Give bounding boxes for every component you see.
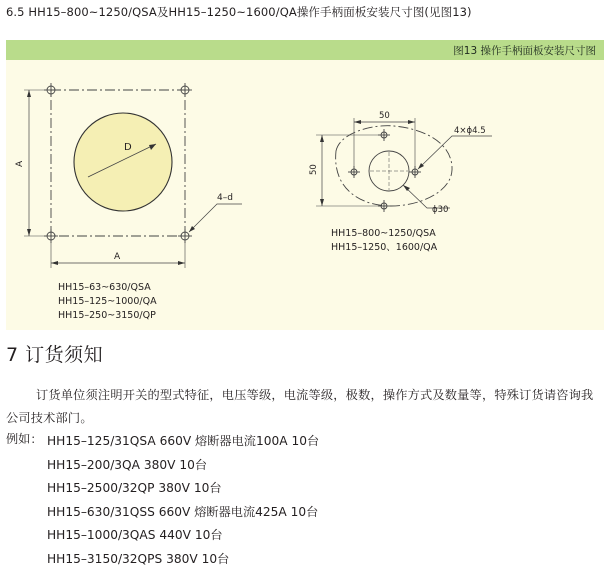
right-model-2: HH15–1250、1600/QA <box>331 242 438 253</box>
small-holes-leader <box>418 136 492 169</box>
label-a-horizontal: A <box>114 252 121 262</box>
list-item: HH15–125/31QSA 660V 熔断器电流100A 10台 <box>47 430 319 454</box>
handle-cutout-circle <box>74 113 172 211</box>
list-item: HH15–3150/32QPS 380V 10台 <box>47 548 319 571</box>
label-dim-side: 50 <box>309 164 319 175</box>
list-item: HH15–630/31QSS 660V 熔断器电流425A 10台 <box>47 501 319 525</box>
figure-drawings <box>6 40 604 330</box>
list-item: HH15–1000/3QAS 440V 10台 <box>47 524 319 548</box>
left-model-2: HH15–125~1000/QA <box>58 296 157 307</box>
label-dim-top: 50 <box>379 111 390 121</box>
figure-caption: 图13 操作手柄面板安装尺寸图 <box>453 43 596 58</box>
label-dim-bore: ϕ30 <box>432 205 448 215</box>
left-model-3: HH15–250~3150/QP <box>58 310 156 321</box>
subsection-heading: 6.5 HH15–800~1250/QSA及HH15–1250~1600/QA操作手柄面板安装尺寸图(见图13) <box>6 4 472 20</box>
handle-outline <box>336 126 452 206</box>
label-dim-holes: 4×ϕ4.5 <box>454 126 486 136</box>
holes-leader <box>189 204 242 232</box>
label-a-vertical: A <box>15 160 25 167</box>
small-holes <box>348 129 421 212</box>
right-model-1: HH15–800~1250/QSA <box>331 228 436 239</box>
section-title: 7 订货须知 <box>6 340 103 367</box>
label-holes: 4–d <box>217 193 233 203</box>
order-instructions: 订货单位须注明开关的型式特征，电压等级，电流等级，极数，操作方式及数量等，特殊订货请咨询我公司技术部门。 <box>6 384 602 430</box>
label-d: D <box>124 142 132 153</box>
example-list <box>47 430 319 571</box>
left-panel-drawing <box>24 83 242 268</box>
left-model-1: HH15–63~630/QSA <box>58 282 151 293</box>
figure-13-panel <box>6 40 604 330</box>
example-label: 例如： <box>6 430 43 447</box>
list-item: HH15–2500/32QP 380V 10台 <box>47 477 319 501</box>
list-item: HH15–200/3QA 380V 10台 <box>47 454 319 478</box>
